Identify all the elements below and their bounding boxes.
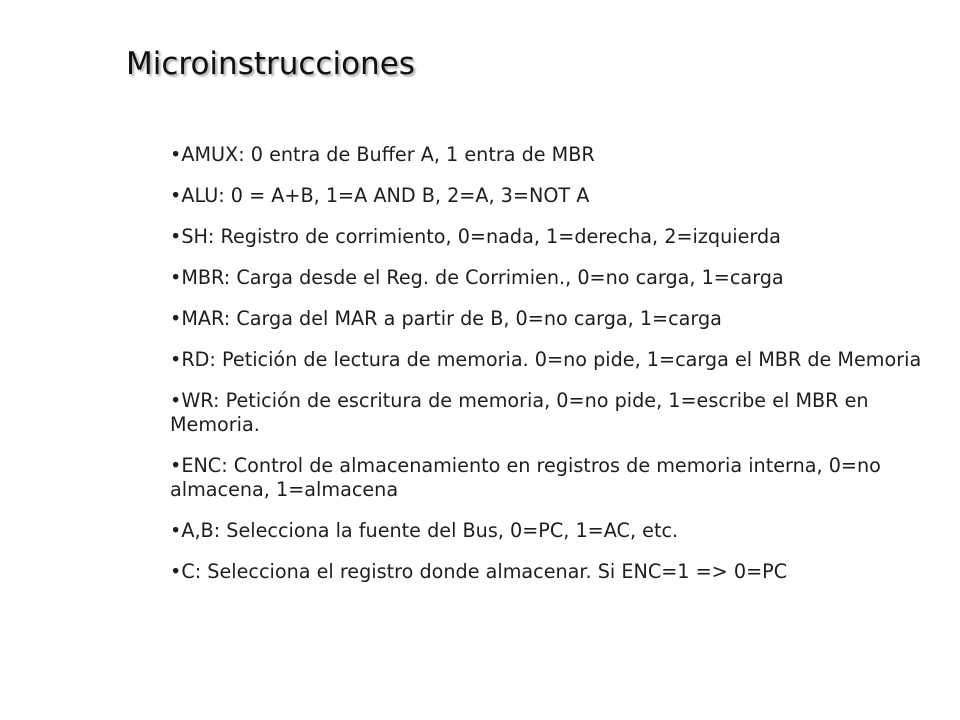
bullet-marker: • xyxy=(170,389,182,412)
bullet-text: WR: Petición de escritura de memoria, 0=no pide, 1=escribe el MBR en Memoria. xyxy=(170,389,869,436)
bullet-text: ENC: Control de almacenamiento en registros de memoria interna, 0=no almacena, 1=almacena xyxy=(170,454,881,501)
bullet-text: MAR: Carga del MAR a partir de B, 0=no carga, 1=carga xyxy=(181,307,722,330)
bullet-marker: • xyxy=(170,225,182,248)
bullet-list xyxy=(170,143,950,601)
slide-title: Microinstrucciones xyxy=(126,46,415,82)
bullet-marker: • xyxy=(170,307,182,330)
bullet-item-mar xyxy=(170,307,950,331)
bullet-item-rd xyxy=(170,348,950,372)
bullet-text: C: Selecciona el registro donde almacenar. Si ENC=1 => 0=PC xyxy=(181,560,788,583)
bullet-marker: • xyxy=(170,454,182,477)
bullet-item-amux xyxy=(170,143,950,167)
bullet-marker: • xyxy=(170,519,182,542)
bullet-item-alu xyxy=(170,184,950,208)
bullet-text: RD: Petición de lectura de memoria. 0=no pide, 1=carga el MBR de Memoria xyxy=(181,348,922,371)
bullet-text: A,B: Selecciona la fuente del Bus, 0=PC, 1=AC, etc. xyxy=(181,519,679,542)
bullet-item-mbr xyxy=(170,266,950,290)
bullet-marker: • xyxy=(170,348,182,371)
bullet-text: ALU: 0 = A+B, 1=A AND B, 2=A, 3=NOT A xyxy=(181,184,590,207)
bullet-marker: • xyxy=(170,143,182,166)
bullet-marker: • xyxy=(170,266,182,289)
bullet-marker: • xyxy=(170,560,182,583)
bullet-text: MBR: Carga desde el Reg. de Corrimien., 0=no carga, 1=carga xyxy=(181,266,784,289)
bullet-item-c xyxy=(170,560,950,584)
bullet-item-enc xyxy=(170,454,950,502)
bullet-text: AMUX: 0 entra de Buffer A, 1 entra de MBR xyxy=(181,143,595,166)
bullet-item-sh xyxy=(170,225,950,249)
bullet-item-ab xyxy=(170,519,950,543)
bullet-text: SH: Registro de corrimiento, 0=nada, 1=derecha, 2=izquierda xyxy=(181,225,781,248)
bullet-marker: • xyxy=(170,184,182,207)
bullet-item-wr xyxy=(170,389,950,437)
